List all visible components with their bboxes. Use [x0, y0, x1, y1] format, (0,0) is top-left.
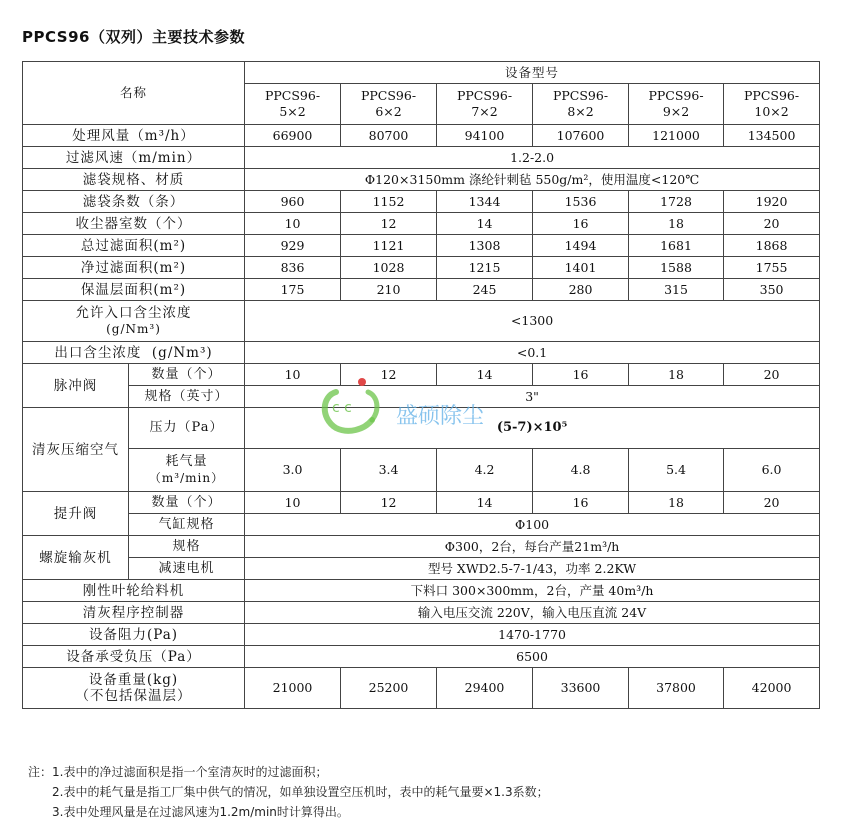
table-cell: 1868	[724, 235, 820, 257]
table-cell: 20	[724, 364, 820, 386]
table-cell: 1308	[437, 235, 533, 257]
table-row	[23, 514, 820, 536]
table-row	[23, 492, 820, 514]
table-cell: (5-7)×10⁵	[245, 408, 820, 449]
table-cell: Φ120×3150mm 涤纶针刺毡 550g/m²，使用温度<120℃	[245, 169, 820, 191]
table-cell: 1152	[341, 191, 437, 213]
model-header: PPCS96- 9×2	[629, 84, 724, 125]
table-cell: Φ100	[245, 514, 820, 536]
table-row	[23, 536, 820, 558]
row-label: 滤袋条数（条）	[23, 191, 245, 213]
table-cell: 94100	[437, 125, 533, 147]
row-label: 螺旋输灰机	[23, 536, 129, 580]
table-cell: 836	[245, 257, 341, 279]
sub-label: 规格（英寸）	[129, 386, 245, 408]
row-label: 清灰程序控制器	[23, 602, 245, 624]
table-cell: 10	[245, 492, 341, 514]
table-cell: 315	[629, 279, 724, 301]
svg-text:c c: c c	[332, 400, 352, 416]
sub-label: 压力（Pa）	[129, 408, 245, 449]
watermark	[318, 378, 484, 436]
table-cell: 3"	[245, 386, 820, 408]
sub-label: 数量（个）	[129, 364, 245, 386]
sub-label: 气缸规格	[129, 514, 245, 536]
table-cell: 929	[245, 235, 341, 257]
table-cell: <0.1	[245, 342, 820, 364]
table-cell: 134500	[724, 125, 820, 147]
row-label: 总过滤面积(m²)	[23, 235, 245, 257]
table-cell: 4.8	[533, 449, 629, 492]
row-label: 过滤风速（m/min）	[23, 147, 245, 169]
table-cell: 20	[724, 492, 820, 514]
table-row	[23, 668, 820, 709]
table-cell: 1728	[629, 191, 724, 213]
table-cell: 输入电压交流 220V，输入电压直流 24V	[245, 602, 820, 624]
row-label: 滤袋规格、材质	[23, 169, 245, 191]
model-group-header: 设备型号	[245, 62, 820, 84]
table-row	[23, 624, 820, 646]
row-label: 提升阀	[23, 492, 129, 536]
watermark-logo-icon	[318, 378, 390, 436]
row-label: 允许入口含尘浓度 (g/Nm³)	[23, 301, 245, 342]
table-cell: 18	[629, 492, 724, 514]
table-row	[23, 147, 820, 169]
sub-label: 耗气量 （m³/min）	[129, 449, 245, 492]
table-cell: 14	[437, 213, 533, 235]
row-label: 脉冲阀	[23, 364, 129, 408]
row-label: 出口含尘浓度 (g/Nm³)	[23, 342, 245, 364]
table-row	[23, 191, 820, 213]
model-header: PPCS96- 7×2	[437, 84, 533, 125]
table-row	[23, 602, 820, 624]
notes	[28, 762, 549, 822]
sub-label: 减速电机	[129, 558, 245, 580]
table-row	[23, 257, 820, 279]
table-cell: 66900	[245, 125, 341, 147]
table-row	[23, 449, 820, 492]
row-label: 清灰压缩空气	[23, 408, 129, 492]
table-row	[23, 279, 820, 301]
table-cell: 33600	[533, 668, 629, 709]
table-cell: 280	[533, 279, 629, 301]
table-row	[23, 646, 820, 668]
table-cell: 16	[533, 364, 629, 386]
table-cell: 1344	[437, 191, 533, 213]
table-cell: 210	[341, 279, 437, 301]
table-cell: Φ300，2台，每台产量21m³/h	[245, 536, 820, 558]
table-cell: 1681	[629, 235, 724, 257]
note-line: 注：1.表中的净过滤面积是指一个室清灰时的过滤面积；	[28, 765, 328, 779]
model-header: PPCS96- 5×2	[245, 84, 341, 125]
table-cell: 121000	[629, 125, 724, 147]
table-cell: 6500	[245, 646, 820, 668]
table-cell: 1215	[437, 257, 533, 279]
table-cell: 107600	[533, 125, 629, 147]
table-cell: 18	[629, 364, 724, 386]
table-cell: 245	[437, 279, 533, 301]
table-cell: 29400	[437, 668, 533, 709]
table-cell: 1755	[724, 257, 820, 279]
row-label: 设备重量(kg) （不包括保温层）	[23, 668, 245, 709]
table-cell: 12	[341, 213, 437, 235]
row-label: 设备阻力(Pa)	[23, 624, 245, 646]
watermark-text: 盛硕除尘	[396, 403, 485, 429]
table-cell: 1588	[629, 257, 724, 279]
table-cell: 4.2	[437, 449, 533, 492]
table-cell: 14	[437, 492, 533, 514]
table-cell: 16	[533, 213, 629, 235]
page-title: PPCS96（双列）主要技术参数	[22, 28, 245, 46]
table-cell: 37800	[629, 668, 724, 709]
table-cell: 175	[245, 279, 341, 301]
table-row	[23, 580, 820, 602]
table-row	[23, 213, 820, 235]
row-label: 保温层面积(m²)	[23, 279, 245, 301]
table-cell: 18	[629, 213, 724, 235]
table-row	[23, 169, 820, 191]
table-cell: 1121	[341, 235, 437, 257]
table-cell: 1.2-2.0	[245, 147, 820, 169]
table-cell: 16	[533, 492, 629, 514]
table-cell: 5.4	[629, 449, 724, 492]
table-row	[23, 342, 820, 364]
sub-label: 数量（个）	[129, 492, 245, 514]
table-row	[23, 301, 820, 342]
table-cell: 3.0	[245, 449, 341, 492]
table-cell: 1470-1770	[245, 624, 820, 646]
table-cell: 20	[724, 213, 820, 235]
table-cell: 960	[245, 191, 341, 213]
table-cell: 1401	[533, 257, 629, 279]
table-cell: <1300	[245, 301, 820, 342]
table-cell: 1494	[533, 235, 629, 257]
table-cell: 80700	[341, 125, 437, 147]
sub-label: 规格	[129, 536, 245, 558]
table-cell: 350	[724, 279, 820, 301]
table-row	[23, 235, 820, 257]
model-header: PPCS96- 8×2	[533, 84, 629, 125]
note-line: 3.表中处理风量是在过滤风速为1.2m/min时计算得出。	[52, 805, 349, 819]
row-label: 收尘器室数（个）	[23, 213, 245, 235]
table-cell: 10	[245, 213, 341, 235]
table-cell: 1028	[341, 257, 437, 279]
table-row	[23, 558, 820, 580]
model-header: PPCS96- 6×2	[341, 84, 437, 125]
table-cell: 3.4	[341, 449, 437, 492]
table-cell: 14	[437, 364, 533, 386]
header-row	[23, 62, 820, 84]
table-cell: 12	[341, 364, 437, 386]
row-label: 设备承受负压（Pa）	[23, 646, 245, 668]
table-cell: 1536	[533, 191, 629, 213]
note-line: 2.表中的耗气量是指工厂集中供气的情况，如单独设置空压机时，表中的耗气量要×1.3系数；	[52, 785, 549, 799]
row-label: 净过滤面积(m²)	[23, 257, 245, 279]
name-header: 名称	[23, 62, 245, 125]
row-label: 处理风量（m³/h）	[23, 125, 245, 147]
table-cell: 1920	[724, 191, 820, 213]
table-cell: 12	[341, 492, 437, 514]
table-cell: 42000	[724, 668, 820, 709]
table-row	[23, 125, 820, 147]
table-cell: 型号 XWD2.5-7-1/43，功率 2.2KW	[245, 558, 820, 580]
row-label: 刚性叶轮给料机	[23, 580, 245, 602]
table-cell: 下料口 300×300mm，2台，产量 40m³/h	[245, 580, 820, 602]
table-cell: 10	[245, 364, 341, 386]
table-cell: 21000	[245, 668, 341, 709]
table-cell: 6.0	[724, 449, 820, 492]
table-cell: 25200	[341, 668, 437, 709]
model-header: PPCS96- 10×2	[724, 84, 820, 125]
